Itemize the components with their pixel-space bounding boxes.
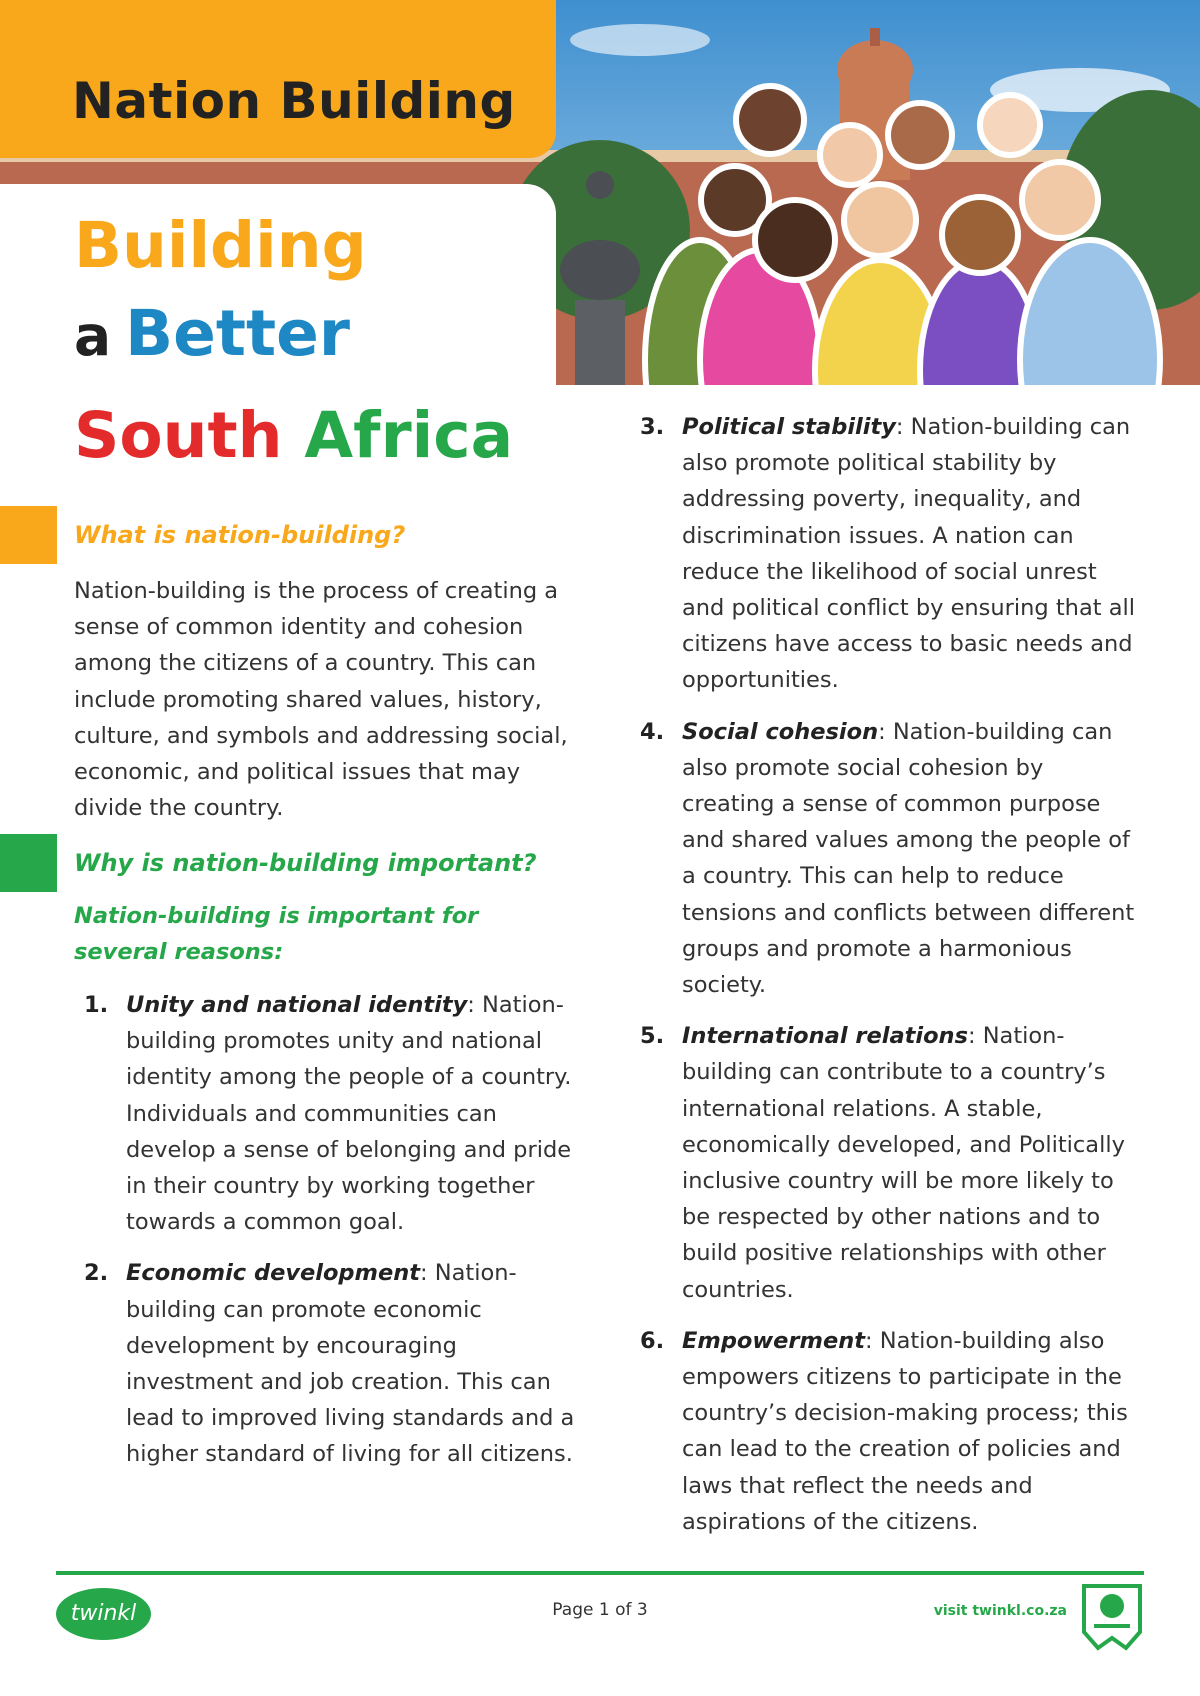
list-item <box>84 1255 584 1472</box>
title-word-south: South <box>74 399 283 472</box>
list-item <box>84 987 584 1240</box>
list-term: Political stability <box>682 414 896 440</box>
list-term: Unity and national identity <box>126 992 468 1018</box>
list-item <box>640 1323 1140 1540</box>
heading-why-important: Why is nation-building important? <box>74 849 537 877</box>
quality-badge-icon <box>1080 1582 1144 1654</box>
list-term: Social cohesion <box>682 718 879 745</box>
title-word-better: Better <box>125 297 350 370</box>
visit-link[interactable]: visit twinkl.co.za <box>933 1603 1067 1619</box>
title-line-building: Building <box>74 209 367 282</box>
page-number: Page 1 of 3 <box>552 1600 648 1620</box>
section-marker-orange <box>0 506 57 564</box>
reasons-list-left <box>84 987 584 1488</box>
list-term: Empowerment <box>682 1327 865 1354</box>
list-item <box>640 1018 1140 1308</box>
list-item <box>640 714 1140 1004</box>
twinkl-logo[interactable]: twinkl <box>56 1588 151 1640</box>
list-text: : Nation-building can also promote social cohesion by creating a sense of common purpose and shared values among the people of a country. This can help to reduce tensions and conflicts between different groups and promote a harmonious society. <box>682 718 1135 999</box>
heading-what-is: What is nation-building? <box>74 521 406 549</box>
reasons-list-right <box>640 409 1140 1555</box>
title-line-better <box>74 297 350 370</box>
page-header-title: Nation Building <box>72 72 516 130</box>
title-line-south-africa <box>74 399 514 472</box>
list-text: : Nation-building can promote economic development by encouraging investment and job creation. This can lead to improved living standards and a higher standard of living for all citizens. <box>126 1260 575 1468</box>
list-text: : Nation-building also empowers citizens to participate in the country’s decision-making process; this can lead to the creation of policies and laws that reflect the needs and aspirations of the citizens. <box>682 1327 1128 1535</box>
title-word-africa: Africa <box>304 399 514 472</box>
list-number: 2. <box>84 1260 109 1287</box>
list-number: 6. <box>640 1327 665 1354</box>
list-text: : Nation-building can also promote political stability by addressing poverty, inequality, and discrimination issues. A nation can reduce the likelihood of social unrest and political conflict by ensuring that all citizens have access to basic needs and opportunities. <box>682 414 1135 694</box>
footer-divider <box>56 1571 1144 1575</box>
list-term: Economic development <box>126 1260 421 1287</box>
list-number: 5. <box>640 1023 665 1050</box>
list-term: International relations <box>682 1023 968 1050</box>
subheading-reasons: Nation-building is important for several reasons: <box>74 903 479 965</box>
list-text: : Nation-building promotes unity and national identity among the people of a country. Individuals and communities can develop a sense of belonging and pride in their country by working together towards a common goal. <box>126 992 572 1236</box>
list-number: 1. <box>84 992 109 1018</box>
list-item <box>640 409 1140 699</box>
list-number: 4. <box>640 718 665 745</box>
title-word-a: a <box>74 304 112 368</box>
list-number: 3. <box>640 414 665 440</box>
list-text: : Nation-building can contribute to a country’s international relations. A stable, economically developed, and Politically inclusive country will be more likely to be respected by other nations and to build positive relationships with other countries. <box>682 1023 1125 1303</box>
intro-paragraph: Nation-building is the process of creating a sense of common identity and cohesion among the citizens of a country. This can include promoting shared values, history, culture, and symbols and addressing social, economic, and political issues that may divide the country. <box>74 578 568 822</box>
section-marker-green <box>0 834 57 892</box>
